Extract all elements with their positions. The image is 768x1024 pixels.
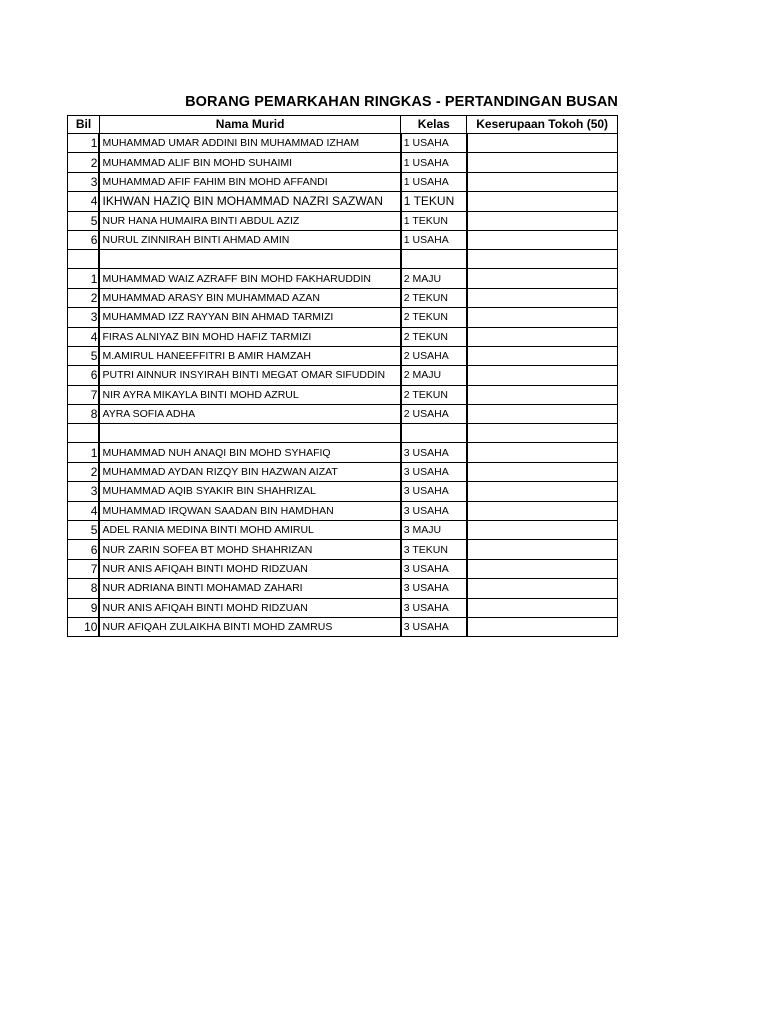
row-kelas: 2 USAHA — [401, 405, 467, 424]
row-student-name: MUHAMMAD NUH ANAQI BIN MOHD SYHAFIQ — [99, 443, 400, 462]
table-row — [68, 462, 618, 481]
row-score-cell[interactable] — [467, 230, 618, 249]
row-score-cell[interactable] — [467, 617, 618, 636]
blank-cell[interactable] — [99, 250, 400, 269]
row-kelas: 1 TEKUN — [401, 211, 467, 230]
row-student-name: M.AMIRUL HANEEFFITRI B AMIR HAMZAH — [99, 346, 400, 365]
row-kelas: 2 USAHA — [401, 346, 467, 365]
blank-cell[interactable] — [467, 250, 618, 269]
row-bil: 5 — [68, 521, 100, 540]
table-row — [68, 385, 618, 404]
row-score-cell[interactable] — [467, 540, 618, 559]
row-student-name: MUHAMMAD UMAR ADDINI BIN MUHAMMAD IZHAM — [99, 134, 400, 153]
table-row — [68, 153, 618, 172]
row-kelas: 2 MAJU — [401, 269, 467, 288]
blank-cell[interactable] — [401, 424, 467, 443]
table-row — [68, 346, 618, 365]
row-student-name: MUHAMMAD WAIZ AZRAFF BIN MOHD FAKHARUDDIN — [99, 269, 400, 288]
row-score-cell[interactable] — [467, 211, 618, 230]
blank-cell[interactable] — [99, 424, 400, 443]
row-kelas: 3 MAJU — [401, 521, 467, 540]
table-row — [68, 617, 618, 636]
row-kelas: 3 USAHA — [401, 482, 467, 501]
row-kelas: 3 USAHA — [401, 559, 467, 578]
row-student-name: ADEL RANIA MEDINA BINTI MOHD AMIRUL — [99, 521, 400, 540]
row-score-cell[interactable] — [467, 521, 618, 540]
row-student-name: MUHAMMAD IRQWAN SAADAN BIN HAMDHAN — [99, 501, 400, 520]
row-score-cell[interactable] — [467, 598, 618, 617]
table-header-row — [68, 116, 618, 134]
table-row — [68, 598, 618, 617]
row-bil: 2 — [68, 153, 100, 172]
table-row — [68, 211, 618, 230]
table-row — [68, 230, 618, 249]
row-score-cell[interactable] — [467, 153, 618, 172]
row-student-name: NUR ADRIANA BINTI MOHAMAD ZAHARI — [99, 579, 400, 598]
row-bil: 9 — [68, 598, 100, 617]
row-score-cell[interactable] — [467, 501, 618, 520]
row-score-cell[interactable] — [467, 172, 618, 191]
table-row — [68, 559, 618, 578]
row-score-cell[interactable] — [467, 308, 618, 327]
table-row — [68, 134, 618, 153]
table-row — [68, 269, 618, 288]
table-row — [68, 540, 618, 559]
row-score-cell[interactable] — [467, 385, 618, 404]
row-bil: 4 — [68, 192, 100, 211]
header-kelas: Kelas — [401, 116, 467, 134]
row-bil: 4 — [68, 327, 100, 346]
table-row — [68, 366, 618, 385]
row-kelas: 3 USAHA — [401, 443, 467, 462]
row-bil: 3 — [68, 482, 100, 501]
table-row — [68, 579, 618, 598]
table-row — [68, 288, 618, 307]
row-kelas: 3 TEKUN — [401, 540, 467, 559]
row-score-cell[interactable] — [467, 559, 618, 578]
row-student-name: IKHWAN HAZIQ BIN MOHAMMAD NAZRI SAZWAN — [99, 192, 400, 211]
row-score-cell[interactable] — [467, 405, 618, 424]
row-kelas: 2 TEKUN — [401, 288, 467, 307]
row-student-name: NUR HANA HUMAIRA BINTI ABDUL AZIZ — [99, 211, 400, 230]
row-score-cell[interactable] — [467, 269, 618, 288]
row-bil: 7 — [68, 385, 100, 404]
page-title: BORANG PEMARKAHAN RINGKAS - PERTANDINGAN BUSAN — [185, 94, 618, 110]
row-student-name: AYRA SOFIA ADHA — [99, 405, 400, 424]
row-bil: 1 — [68, 134, 100, 153]
row-bil: 3 — [68, 172, 100, 191]
row-bil: 1 — [68, 269, 100, 288]
row-score-cell[interactable] — [467, 443, 618, 462]
row-student-name: NUR ANIS AFIQAH BINTI MOHD RIDZUAN — [99, 598, 400, 617]
row-kelas: 1 USAHA — [401, 134, 467, 153]
row-kelas: 1 USAHA — [401, 172, 467, 191]
row-kelas: 1 TEKUN — [401, 192, 467, 211]
row-bil: 5 — [68, 211, 100, 230]
table-row — [68, 308, 618, 327]
row-kelas: 3 USAHA — [401, 598, 467, 617]
row-score-cell[interactable] — [467, 327, 618, 346]
header-score: Keserupaan Tokoh (50) — [467, 116, 618, 134]
row-kelas: 2 MAJU — [401, 366, 467, 385]
row-score-cell[interactable] — [467, 579, 618, 598]
blank-cell[interactable] — [68, 424, 100, 443]
row-bil: 2 — [68, 288, 100, 307]
row-score-cell[interactable] — [467, 288, 618, 307]
row-kelas: 2 TEKUN — [401, 327, 467, 346]
row-bil: 7 — [68, 559, 100, 578]
row-student-name: MUHAMMAD AFIF FAHIM BIN MOHD AFFANDI — [99, 172, 400, 191]
row-student-name: NUR ZARIN SOFEA BT MOHD SHAHRIZAN — [99, 540, 400, 559]
row-kelas: 3 USAHA — [401, 617, 467, 636]
table-row — [68, 327, 618, 346]
table-row — [68, 482, 618, 501]
row-student-name: MUHAMMAD ARASY BIN MUHAMMAD AZAN — [99, 288, 400, 307]
row-kelas: 1 USAHA — [401, 153, 467, 172]
row-score-cell[interactable] — [467, 346, 618, 365]
row-student-name: NUR ANIS AFIQAH BINTI MOHD RIDZUAN — [99, 559, 400, 578]
row-student-name: MUHAMMAD IZZ RAYYAN BIN AHMAD TARMIZI — [99, 308, 400, 327]
row-kelas: 1 USAHA — [401, 230, 467, 249]
row-score-cell[interactable] — [467, 482, 618, 501]
row-bil: 1 — [68, 443, 100, 462]
blank-cell[interactable] — [68, 250, 100, 269]
row-kelas: 2 TEKUN — [401, 308, 467, 327]
blank-cell[interactable] — [467, 424, 618, 443]
score-table — [67, 115, 618, 637]
row-bil: 3 — [68, 308, 100, 327]
row-kelas: 3 USAHA — [401, 462, 467, 481]
row-student-name: NIR AYRA MIKAYLA BINTI MOHD AZRUL — [99, 385, 400, 404]
row-student-name: FIRAS ALNIYAZ BIN MOHD HAFIZ TARMIZI — [99, 327, 400, 346]
table-row — [68, 501, 618, 520]
table-row — [68, 405, 618, 424]
row-student-name: NUR AFIQAH ZULAIKHA BINTI MOHD ZAMRUS — [99, 617, 400, 636]
blank-separator-row — [68, 424, 618, 443]
row-score-cell[interactable] — [467, 462, 618, 481]
header-bil: Bil — [68, 116, 100, 134]
row-student-name: PUTRI AINNUR INSYIRAH BINTI MEGAT OMAR SIFUDDIN — [99, 366, 400, 385]
row-bil: 6 — [68, 230, 100, 249]
table-body — [68, 134, 618, 637]
row-kelas: 2 TEKUN — [401, 385, 467, 404]
row-bil: 8 — [68, 405, 100, 424]
row-student-name: MUHAMMAD AYDAN RIZQY BIN HAZWAN AIZAT — [99, 462, 400, 481]
row-bil: 8 — [68, 579, 100, 598]
row-student-name: MUHAMMAD AQIB SYAKIR BIN SHAHRIZAL — [99, 482, 400, 501]
row-bil: 5 — [68, 346, 100, 365]
table-row — [68, 192, 618, 211]
row-bil: 2 — [68, 462, 100, 481]
blank-separator-row — [68, 250, 618, 269]
row-score-cell[interactable] — [467, 134, 618, 153]
row-bil: 6 — [68, 366, 100, 385]
blank-cell[interactable] — [401, 250, 467, 269]
table-row — [68, 521, 618, 540]
row-score-cell[interactable] — [467, 192, 618, 211]
row-bil: 10 — [68, 617, 100, 636]
header-name: Nama Murid — [99, 116, 400, 134]
row-student-name: MUHAMMAD ALIF BIN MOHD SUHAIMI — [99, 153, 400, 172]
table-row — [68, 443, 618, 462]
row-kelas: 3 USAHA — [401, 501, 467, 520]
row-score-cell[interactable] — [467, 366, 618, 385]
row-bil: 4 — [68, 501, 100, 520]
row-bil: 6 — [68, 540, 100, 559]
row-kelas: 3 USAHA — [401, 579, 467, 598]
row-student-name: NURUL ZINNIRAH BINTI AHMAD AMIN — [99, 230, 400, 249]
table-row — [68, 172, 618, 191]
